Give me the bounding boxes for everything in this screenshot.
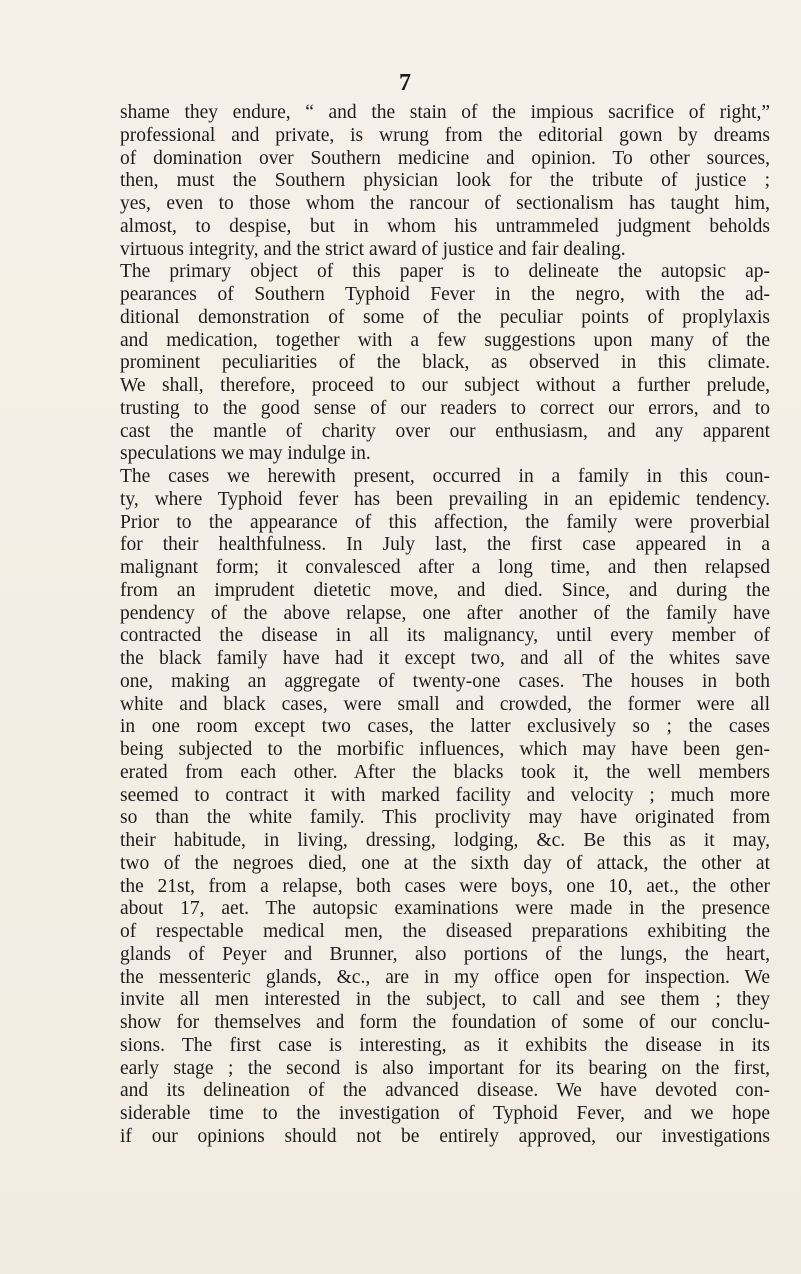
text-line: The primary object of this paper is to delineate the autopsic ap- bbox=[120, 261, 770, 283]
page-number: 7 bbox=[399, 70, 411, 96]
text-line: ty, where Typhoid fever has been prevailing in an epidemic tendency. bbox=[120, 488, 770, 510]
text-line: of respectable medical men, the diseased preparations exhibiting the bbox=[120, 921, 770, 942]
text-line: white and black cases, were small and crowded, the former were all bbox=[120, 693, 770, 715]
text-line: in one room except two cases, the latter exclusively so ; the cases bbox=[120, 716, 770, 738]
text-line: almost, to despise, but in whom his untrammeled judgment beholds bbox=[120, 215, 770, 237]
text-line: The cases we herewith present, occurred in a family in this coun- bbox=[120, 466, 770, 487]
text-line: the messenteric glands, &c., are in my office open for inspection. We bbox=[120, 966, 770, 988]
text-line: pearances of Southern Typhoid Fever in the negro, with the ad- bbox=[120, 284, 770, 305]
body-text bbox=[120, 102, 770, 1149]
text-line: of domination over Southern medicine and opinion. To other sources, bbox=[120, 147, 770, 169]
text-line: cast the mantle of charity over our enthusiasm, and any apparent bbox=[120, 420, 770, 442]
text-line: show for themselves and form the foundation of some of our conclu- bbox=[120, 1012, 770, 1033]
text-line: erated from each other. After the blacks took it, the well members bbox=[120, 761, 770, 783]
text-line: two of the negroes died, one at the sixth day of attack, the other at bbox=[120, 852, 770, 874]
text-line: glands of Peyer and Brunner, also portions of the lungs, the heart, bbox=[120, 943, 770, 965]
text-line: sions. The first case is interesting, as it exhibits the disease in its bbox=[120, 1034, 770, 1056]
text-line: siderable time to the investigation of Typhoid Fever, and we hope bbox=[120, 1103, 770, 1124]
text-line: speculations we may indulge in. bbox=[120, 443, 371, 465]
text-line: virtuous integrity, and the strict award of justice and fair dealing. bbox=[120, 238, 626, 260]
text-line: contracted the disease in all its malignancy, until every member of bbox=[120, 625, 770, 647]
text-line: prominent peculiarities of the black, as observed in this climate. bbox=[120, 352, 770, 374]
text-line: if our opinions should not be entirely approved, our investigations bbox=[120, 1125, 770, 1147]
text-line: pendency of the above relapse, one after another of the family have bbox=[120, 602, 770, 624]
text-line: for their healthfulness. In July last, the first case appeared in a bbox=[120, 534, 770, 556]
text-line: professional and private, is wrung from the editorial gown by dreams bbox=[120, 124, 770, 146]
text-line: about 17, aet. The autopsic examinations were made in the presence bbox=[120, 898, 770, 920]
text-line: so than the white family. This proclivity may have originated from bbox=[120, 807, 770, 829]
text-line: Prior to the appearance of this affection, the family were proverbial bbox=[120, 511, 770, 533]
text-line: yes, even to those whom the rancour of sectionalism has taught him, bbox=[120, 193, 770, 214]
text-line: the black family have had it except two, and all of the whites save bbox=[120, 648, 770, 669]
text-line: ditional demonstration of some of the peculiar points of proplylaxis bbox=[120, 306, 770, 328]
text-line: one, making an aggregate of twenty-one cases. The houses in both bbox=[120, 670, 770, 692]
text-line: and medication, together with a few suggestions upon many of the bbox=[120, 329, 770, 351]
text-line: being subjected to the morbific influences, which may have been gen- bbox=[120, 739, 770, 760]
text-line: shame they endure, “ and the stain of the impious sacrifice of right,” bbox=[120, 102, 770, 123]
text-line: from an imprudent dietetic move, and died. Since, and during the bbox=[120, 579, 770, 601]
text-line: early stage ; the second is also important for its bearing on the first, bbox=[120, 1057, 770, 1079]
text-line: malignant form; it convalesced after a long time, and then relapsed bbox=[120, 557, 770, 578]
text-line: trusting to the good sense of our readers to correct our errors, and to bbox=[120, 397, 770, 419]
text-line: and its delineation of the advanced disease. We have devoted con- bbox=[120, 1080, 770, 1102]
text-line: then, must the Southern physician look for the tribute of justice ; bbox=[120, 170, 770, 192]
text-line: seemed to contract it with marked facility and velocity ; much more bbox=[120, 784, 770, 806]
text-line: the 21st, from a relapse, both cases were boys, one 10, aet., the other bbox=[120, 875, 770, 897]
text-line: their habitude, in living, dressing, lodging, &c. Be this as it may, bbox=[120, 830, 770, 851]
text-line: invite all men interested in the subject, to call and see them ; they bbox=[120, 989, 770, 1011]
text-line: We shall, therefore, proceed to our subject without a further prelude, bbox=[120, 375, 770, 396]
